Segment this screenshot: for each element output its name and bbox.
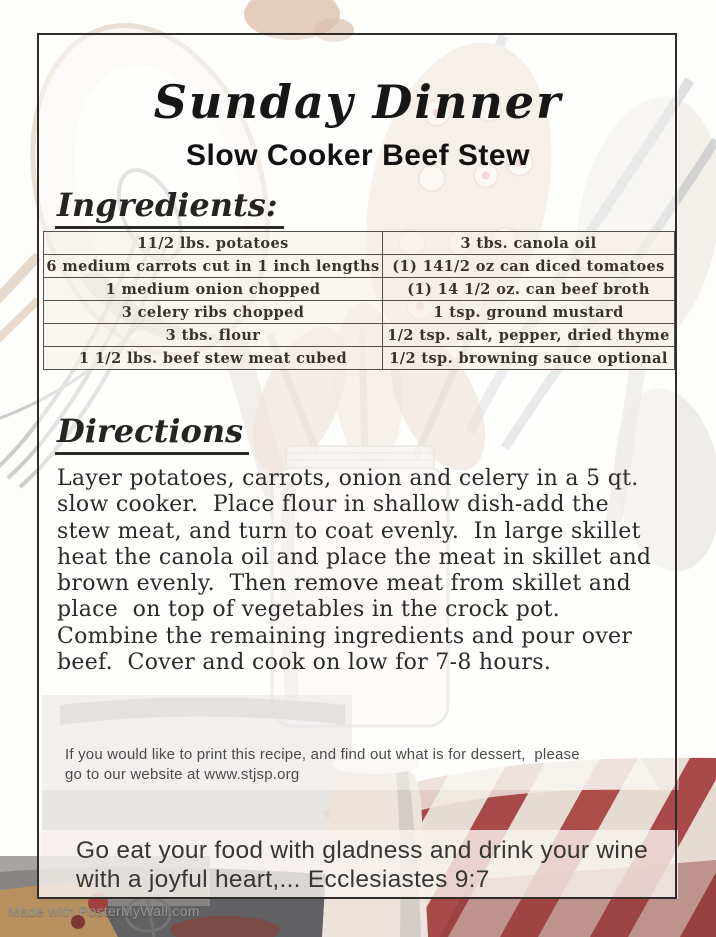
website-note: [65, 745, 665, 784]
ingredients-table-body: [44, 232, 675, 370]
website-note-line1: If you would like to print this recipe, and find out what is for dessert, please: [65, 746, 580, 763]
ingredient-row: [44, 301, 675, 324]
ingredient-cell: 1 1/2 lbs. beef stew meat cubed: [44, 347, 383, 370]
ingredient-cell: (1) 14 1/2 oz. can beef broth: [383, 278, 675, 301]
ingredient-cell: 11/2 lbs. potatoes: [44, 232, 383, 255]
ingredient-cell: 3 tbs. flour: [44, 324, 383, 347]
ingredient-cell: 1 medium onion chopped: [44, 278, 383, 301]
ingredients-table: [43, 231, 675, 370]
ingredient-cell: 3 tbs. canola oil: [383, 232, 675, 255]
recipe-name: Slow Cooker Beef Stew: [186, 138, 530, 172]
ingredient-cell: 1/2 tsp. salt, pepper, dried thyme: [383, 324, 675, 347]
ingredient-cell: 3 celery ribs chopped: [44, 301, 383, 324]
directions-heading: Directions: [55, 412, 249, 455]
ingredient-cell: 1/2 tsp. browning sauce optional: [383, 347, 675, 370]
ingredients-heading: Ingredients:: [55, 186, 284, 229]
ingredient-row: [44, 347, 675, 370]
ingredient-cell: (1) 141/2 oz can diced tomatoes: [383, 255, 675, 278]
website-note-line2: go to our website at www.stjsp.org: [65, 765, 300, 783]
postermywall-watermark: Made with PosterMyWall.com: [8, 903, 200, 919]
directions-text: Layer potatoes, carrots, onion and celery in a 5 qt. slow cooker. Place flour in shallow dish-add the stew meat, and turn to coat evenly. In large skillet heat the canola oil and place the meat in skillet and brown evenly. Then remove meat from skillet and place on top of vegetables in the crock pot. Combine the remaining ingredients and pour over beef. Cover and cook on low for 7-8 hours.: [57, 466, 659, 676]
margin-utensil-icon: [0, 256, 38, 342]
ingredient-cell: 6 medium carrots cut in 1 inch lengths: [44, 255, 383, 278]
ingredient-row: [44, 324, 675, 347]
scripture-quote: Go eat your food with gladness and drink your wine with a joyful heart,... Ecclesiastes 9:7: [76, 837, 649, 893]
ingredient-row: [44, 232, 675, 255]
ingredient-cell: 1 tsp. ground mustard: [383, 301, 675, 324]
poster-title: Sunday Dinner: [153, 74, 563, 129]
ingredient-row: [44, 278, 675, 301]
ingredient-row: [44, 255, 675, 278]
